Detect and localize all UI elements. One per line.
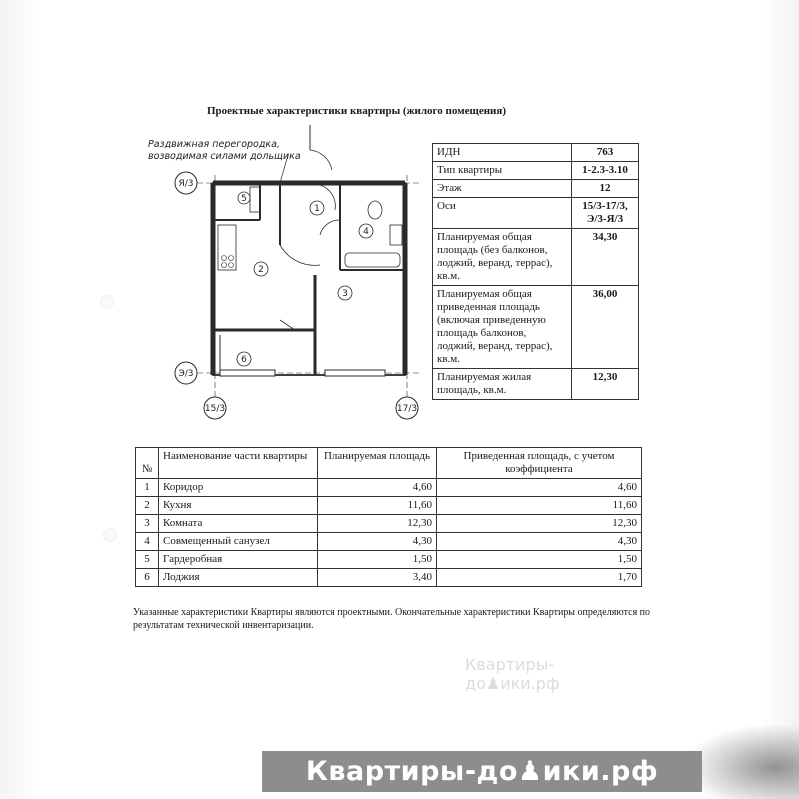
table-row [136, 497, 642, 515]
room-reduced: 11,60 [437, 497, 642, 515]
char-value: 1-2.3-3.10 [572, 162, 639, 180]
room-num: 1 [136, 479, 159, 497]
room-area: 11,60 [318, 497, 437, 515]
table-row [433, 286, 639, 369]
room-area: 4,30 [318, 533, 437, 551]
table-row [136, 515, 642, 533]
char-value: 15/3-17/3, Э/3-Я/3 [572, 198, 639, 229]
room-area: 12,30 [318, 515, 437, 533]
axis-label-bottom-1: 15/3 [204, 404, 226, 414]
room-name: Гардеробная [159, 551, 318, 569]
room-number: 1 [314, 204, 320, 214]
partition-note-line: возводимая силами дольщика [148, 151, 301, 162]
room-number: 5 [241, 194, 247, 204]
rooms-table [135, 447, 642, 587]
room-area: 1,50 [318, 551, 437, 569]
table-row [433, 369, 639, 400]
table-row [433, 180, 639, 198]
room-num: 5 [136, 551, 159, 569]
header-num: № [136, 448, 159, 479]
char-value: 763 [572, 144, 639, 162]
room-number: 2 [258, 265, 264, 275]
table-row [136, 569, 642, 587]
axis-label-top-left: Я/3 [178, 179, 194, 189]
room-num: 6 [136, 569, 159, 587]
char-value: 34,30 [572, 229, 639, 286]
room-name: Коридор [159, 479, 318, 497]
room-reduced: 1,50 [437, 551, 642, 569]
punch-hole [103, 528, 117, 542]
watermark: Квартиры-до♟ики.рф [465, 655, 560, 693]
table-row [136, 551, 642, 569]
floor-plan-drawing [120, 125, 420, 430]
site-banner [262, 751, 702, 792]
char-label: ИДН [433, 144, 572, 162]
char-label: Планируемая общая приведенная площадь (включая приведенную площадь балконов, лоджий, веранд, террас), кв.м. [433, 286, 572, 369]
room-number: 3 [342, 289, 348, 299]
room-name: Комната [159, 515, 318, 533]
footnote: Указанные характеристики Квартиры являются проектными. Окончательные характеристики Квартиры определяются по результатам технической инвентаризации. [133, 607, 651, 631]
room-name: Лоджия [159, 569, 318, 587]
room-number: 4 [363, 227, 369, 237]
header-area: Планируемая площадь [318, 448, 437, 479]
room-num: 3 [136, 515, 159, 533]
room-num: 4 [136, 533, 159, 551]
axis-label-bottom-2: 17/3 [396, 404, 418, 414]
partition-note [148, 139, 301, 163]
char-value: 12,30 [572, 369, 639, 400]
floor-plan [120, 125, 420, 430]
table-row [136, 533, 642, 551]
header-name: Наименование части квартиры [159, 448, 318, 479]
room-area: 4,60 [318, 479, 437, 497]
char-label: Этаж [433, 180, 572, 198]
table-row [136, 479, 642, 497]
room-num: 2 [136, 497, 159, 515]
char-label: Тип квартиры [433, 162, 572, 180]
punch-hole [100, 295, 114, 309]
char-label: Оси [433, 198, 572, 229]
char-label: Планируемая жилая площадь, кв.м. [433, 369, 572, 400]
table-header-row [136, 448, 642, 479]
room-area: 3,40 [318, 569, 437, 587]
document-title: Проектные характеристики квартиры (жилого помещения) [207, 105, 506, 117]
room-reduced: 12,30 [437, 515, 642, 533]
axis-label-bottom-left: Э/3 [178, 369, 194, 379]
room-reduced: 4,60 [437, 479, 642, 497]
char-label: Планируемая общая площадь (без балконов, лоджий, веранд, террас), кв.м. [433, 229, 572, 286]
table-row [433, 198, 639, 229]
table-row [433, 162, 639, 180]
room-reduced: 1,70 [437, 569, 642, 587]
room-reduced: 4,30 [437, 533, 642, 551]
characteristics-table [432, 143, 639, 400]
header-reduced: Приведенная площадь, с учетом коэффициента [437, 448, 642, 479]
char-value: 36,00 [572, 286, 639, 369]
table-row [433, 144, 639, 162]
room-name: Кухня [159, 497, 318, 515]
table-row [433, 229, 639, 286]
room-number: 6 [241, 355, 247, 365]
room-name: Совмещенный санузел [159, 533, 318, 551]
partition-note-line: Раздвижная перегородка, [148, 139, 280, 150]
site-banner-text: Квартиры-до♟ики.рф [305, 756, 659, 787]
char-value: 12 [572, 180, 639, 198]
